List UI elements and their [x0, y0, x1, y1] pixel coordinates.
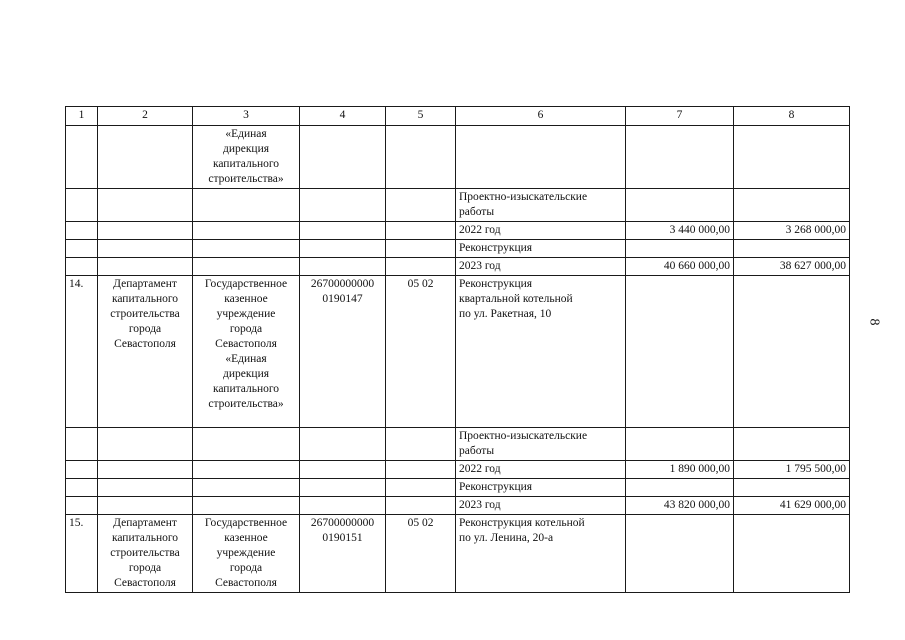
work-type-cell: Проектно-изыскательские работы	[456, 428, 626, 461]
row-number: 14.	[66, 276, 98, 428]
budget-table	[65, 106, 850, 593]
year-cell: 2023 год	[456, 258, 626, 276]
page-number: 8	[866, 318, 882, 326]
org-cell: «Единая дирекция капитального строительства»	[193, 126, 300, 189]
amount-cell: 3 268 000,00	[734, 222, 850, 240]
work-type-cell: Реконструкция	[456, 240, 626, 258]
row-number: 15.	[66, 515, 98, 593]
table-row	[66, 276, 850, 428]
object-cell: Реконструкция квартальной котельной по ул. Ракетная, 10	[456, 276, 626, 428]
table-row	[66, 189, 850, 222]
code-cell: 26700000000 0190151	[300, 515, 386, 593]
header-cell: 1	[66, 107, 98, 126]
table-row	[66, 126, 850, 189]
section-cell: 05 02	[386, 276, 456, 428]
header-cell: 6	[456, 107, 626, 126]
table-row	[66, 428, 850, 461]
amount-cell: 41 629 000,00	[734, 497, 850, 515]
table-row	[66, 497, 850, 515]
header-row	[66, 107, 850, 126]
amount-cell: 3 440 000,00	[626, 222, 734, 240]
amount-cell: 40 660 000,00	[626, 258, 734, 276]
amount-cell: 38 627 000,00	[734, 258, 850, 276]
table-row	[66, 479, 850, 497]
org-cell: Государственное казенное учреждение города Севастополя	[193, 515, 300, 593]
work-type-cell: Проектно-изыскательские работы	[456, 189, 626, 222]
section-cell: 05 02	[386, 515, 456, 593]
header-cell: 7	[626, 107, 734, 126]
header-cell: 2	[98, 107, 193, 126]
header-cell: 5	[386, 107, 456, 126]
table-row	[66, 222, 850, 240]
work-type-cell: Реконструкция	[456, 479, 626, 497]
object-cell: Реконструкция котельной по ул. Ленина, 20-а	[456, 515, 626, 593]
department-cell: Департамент капитального строительства города Севастополя	[98, 515, 193, 593]
header-cell: 3	[193, 107, 300, 126]
amount-cell: 43 820 000,00	[626, 497, 734, 515]
header-cell: 8	[734, 107, 850, 126]
year-cell: 2022 год	[456, 222, 626, 240]
table-row	[66, 240, 850, 258]
amount-cell: 1 795 500,00	[734, 461, 850, 479]
year-cell: 2022 год	[456, 461, 626, 479]
table-row	[66, 515, 850, 593]
org-cell: Государственное казенное учреждение города Севастополя «Единая дирекция капитального строительства»	[193, 276, 300, 428]
year-cell: 2023 год	[456, 497, 626, 515]
code-cell: 26700000000 0190147	[300, 276, 386, 428]
table-row	[66, 461, 850, 479]
table-row	[66, 258, 850, 276]
department-cell: Департамент капитального строительства города Севастополя	[98, 276, 193, 428]
header-cell: 4	[300, 107, 386, 126]
amount-cell: 1 890 000,00	[626, 461, 734, 479]
